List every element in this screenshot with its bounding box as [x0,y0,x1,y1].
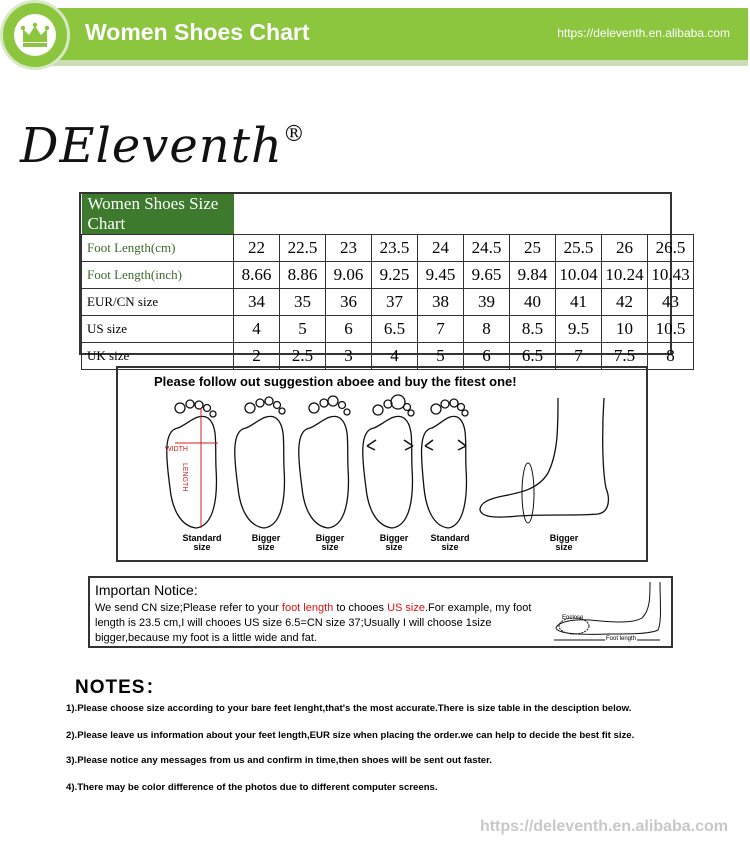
table-cell: 37 [372,289,418,316]
table-cell: 43 [648,289,694,316]
footer-url[interactable]: https://deleventh.en.alibaba.com [479,818,728,835]
foot-outline-icon [235,397,285,528]
notice-highlight-foot-length: foot length [281,602,334,614]
table-cell: 41 [556,289,602,316]
logo-inner [14,14,56,56]
foot-size-label-line1: Standard [182,533,222,543]
notice-highlight-us-size: US size [387,602,425,614]
table-cell: 26.5 [648,235,694,262]
table-cell: 9.25 [372,262,418,289]
table-cell: 7.5 [602,343,648,370]
foot-size-label-line1: Standard [430,533,470,543]
table-cell: 9.5 [556,316,602,343]
notice-title: Importan Notice: [95,582,198,598]
title-row-spacer [234,194,694,235]
width-label: WIDTH [165,446,188,453]
foot-outline-icon [299,396,350,528]
notice-text-3: .For example, my foot length is 23.5 cm,I will chooes US size 6.5=CN size 37;Usually I will choose 1size bigger,because my foot is a little wide and fat. [95,602,532,644]
table-cell: 8 [648,343,694,370]
feet-illustration [118,368,646,560]
table-cell: 39 [464,289,510,316]
table-cell: 10.43 [648,262,694,289]
note-item: 2).Please leave us information about your feet length,EUR size when placing the order.we can help to decide the best fit size. [66,730,635,741]
foot-side-view-icon [480,398,608,523]
foot-size-label-line1: Bigger [549,533,579,543]
foot-outline-icon [363,395,414,528]
notice-body [95,601,545,646]
table-cell: 8 [464,316,510,343]
table-cell: 35 [280,289,326,316]
foot-size-label [236,534,296,552]
row-header: Foot Length(inch) [82,262,234,289]
table-cell: 10.04 [556,262,602,289]
enclose-label: Enclose [562,615,584,621]
table-cell: 25.5 [556,235,602,262]
table-cell: 22.5 [280,235,326,262]
header-title: Women Shoes Chart [85,19,310,45]
notice-text-1: We send CN size;Please refer to your [95,602,282,614]
table-cell: 23.5 [372,235,418,262]
foot-size-label-line2: size [441,542,459,552]
table-cell: 9.65 [464,262,510,289]
foot-size-label [534,534,594,552]
table-cell: 10 [602,316,648,343]
foot-outline-icon [421,399,468,528]
table-cell: 23 [326,235,372,262]
notes-title: NOTES： [75,677,166,698]
notice-text-2: to chooes [333,602,388,614]
size-table [81,194,694,370]
row-header: US size [82,316,234,343]
table-cell: 6.5 [372,316,418,343]
size-table-row [82,289,694,316]
foot-size-label [300,534,360,552]
note-item: 1).Please choose size according to your bare feet lenght,that's the most accurate.There is size table in the desciption below. [66,703,632,714]
table-cell: 10.24 [602,262,648,289]
table-cell: 2.5 [280,343,326,370]
foot-size-label-line2: size [193,542,211,552]
table-cell: 36 [326,289,372,316]
suggestion-panel [116,366,648,562]
size-table-title-row [82,194,694,235]
foot-measure-icon [550,580,670,644]
table-cell: 6 [464,343,510,370]
table-cell: 5 [418,343,464,370]
foot-size-label [364,534,424,552]
crown-icon [14,14,56,56]
foot-outline-icon [167,400,217,528]
length-label: LENGTH [181,463,188,492]
row-header: UK size [82,343,234,370]
table-cell: 8.66 [234,262,280,289]
table-cell: 26 [602,235,648,262]
foot-size-label [420,534,480,552]
foot-length-label: Foot length [606,636,637,642]
table-cell: 40 [510,289,556,316]
table-cell: 38 [418,289,464,316]
table-cell: 6.5 [510,343,556,370]
header-banner [0,0,750,72]
table-cell: 8.86 [280,262,326,289]
row-header: Foot Length(cm) [82,235,234,262]
table-cell: 9.84 [510,262,556,289]
foot-size-label-line2: size [257,542,275,552]
table-cell: 10.5 [648,316,694,343]
table-cell: 5 [280,316,326,343]
table-cell: 9.45 [418,262,464,289]
table-cell: 4 [372,343,418,370]
header-url[interactable]: https://deleventh.en.alibaba.com [557,26,730,40]
size-table-row [82,316,694,343]
foot-size-label-line2: size [385,542,403,552]
foot-size-label-line1: Bigger [315,533,345,543]
registered-mark: ® [282,122,306,147]
table-cell: 9.06 [326,262,372,289]
row-header: EUR/CN size [82,289,234,316]
brand-logo [20,118,306,174]
logo-badge [0,0,70,70]
size-table-row [82,262,694,289]
notice-box [88,576,673,648]
foot-size-label-line1: Bigger [379,533,409,543]
table-cell: 34 [234,289,280,316]
note-item: 4).There may be color difference of the photos due to different computer screens. [66,782,438,793]
suggestion-title: Please follow out suggestion aboee and buy the fitest one! [154,374,517,389]
note-item: 3).Please notice any messages from us and confirm in time,then shoes will be sent out faster. [66,755,492,766]
foot-size-label-line1: Bigger [251,533,281,543]
foot-size-label-line2: size [321,542,339,552]
table-cell: 42 [602,289,648,316]
table-cell: 8.5 [510,316,556,343]
table-cell: 24 [418,235,464,262]
foot-size-label-line2: size [555,542,573,552]
table-cell: 24.5 [464,235,510,262]
table-cell: 6 [326,316,372,343]
table-cell: 22 [234,235,280,262]
foot-size-label [172,534,232,552]
brand-name: DEleventh [20,118,283,174]
table-cell: 25 [510,235,556,262]
size-table-row [82,235,694,262]
table-cell: 7 [556,343,602,370]
table-cell: 2 [234,343,280,370]
size-table-title: Women Shoes Size Chart [82,194,234,235]
table-cell: 4 [234,316,280,343]
table-cell: 3 [326,343,372,370]
table-cell: 7 [418,316,464,343]
